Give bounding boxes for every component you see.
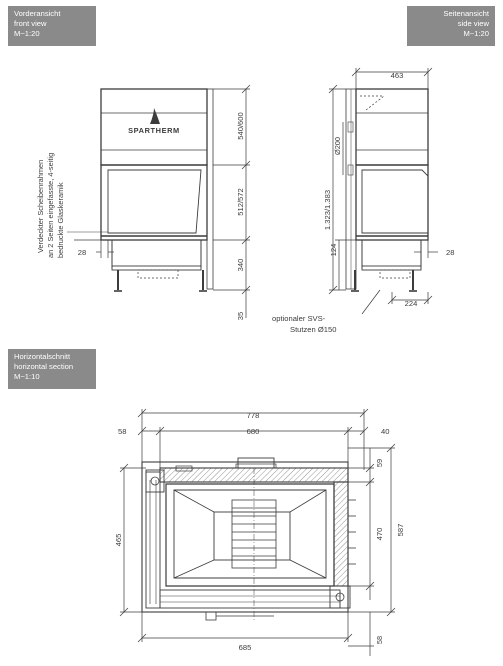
label-line: Vorderansicht <box>14 9 61 18</box>
horizontal-section <box>142 458 356 620</box>
flame-logo-icon <box>150 108 160 124</box>
dim-top-depth: 59 <box>375 458 384 468</box>
dim-total-height: 1.323/1.383 <box>323 189 332 231</box>
dim-flue-diameter: Ø200 <box>333 136 342 156</box>
dim-height-top: 540/600 <box>236 112 245 140</box>
dim-width-top: 463 <box>390 71 404 80</box>
dim-height-feet: 35 <box>236 311 245 321</box>
label-line: horizontal section <box>14 362 74 371</box>
dim-left-depth: 465 <box>114 533 123 547</box>
side-dimensions <box>329 68 438 314</box>
note-line: an 2 Seiten eingefasste, 4-seitig <box>46 152 55 258</box>
front-glass-frame <box>101 165 207 240</box>
dim-left-offset: 28 <box>77 248 87 257</box>
note-line: Verdeckter Scheibenrahmen <box>36 159 45 253</box>
dim-height-glass: 512/572 <box>236 188 245 216</box>
brand-logo-text: SPARTHERM <box>128 126 180 135</box>
label-line: Horizontalschnitt <box>14 352 71 361</box>
dim-right-offset: 28 <box>446 248 455 257</box>
label-line: side view <box>457 19 489 28</box>
front-glass <box>108 170 201 233</box>
label-line: M~1:10 <box>14 372 40 381</box>
side-glass <box>362 170 428 233</box>
dim-bottom-width: 685 <box>238 643 252 652</box>
connector-note-line: optionaler SVS- <box>272 314 326 323</box>
note-line: bedruckte Glaskeramik <box>56 182 65 258</box>
dim-depth-bottom: 224 <box>404 299 418 308</box>
dim-overall-depth: 587 <box>396 523 405 537</box>
glass-note <box>36 153 108 258</box>
dim-overall-width: 778 <box>246 411 260 420</box>
dim-right-margin: 40 <box>381 427 390 436</box>
dim-inner-depth: 470 <box>375 527 384 541</box>
label-line: M~1:20 <box>14 29 40 38</box>
dim-bottom-margin: 58 <box>375 635 384 645</box>
side-hood <box>356 89 428 165</box>
section-dimensions <box>120 409 395 656</box>
right-wall <box>334 482 348 586</box>
side-view <box>346 89 428 291</box>
dim-height-base: 340 <box>236 258 245 272</box>
label-line: M~1:20 <box>463 29 489 38</box>
label-line: front view <box>14 19 47 28</box>
dim-inner-width: 680 <box>246 427 260 436</box>
label-line: Seitenansicht <box>443 9 489 18</box>
connector-note-line: Stutzen Ø150 <box>290 325 337 334</box>
dim-left-margin: 58 <box>118 427 127 436</box>
dim-lower-height: 124 <box>329 243 338 257</box>
